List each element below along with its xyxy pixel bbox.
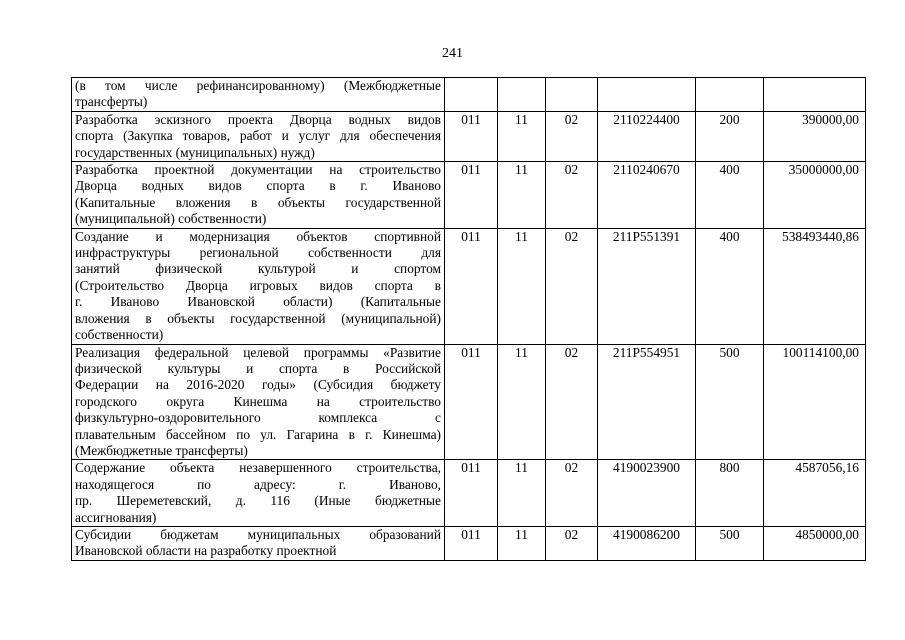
description-line: Федерации на 2016-2020 годы» (Субсидия бюджету	[75, 377, 441, 393]
description-cell	[72, 78, 445, 112]
target-article-cell: 4190023900	[598, 460, 696, 527]
table-row	[72, 162, 866, 229]
description-line: Разработка проектной документации на строительство	[75, 162, 441, 178]
amount-cell: 35000000,00	[764, 162, 866, 229]
section-code-cell: 11	[498, 460, 546, 527]
table-row	[72, 344, 866, 460]
description-line: (Межбюджетные трансферты)	[75, 442, 248, 458]
description-line: пр. Шереметевский, д. 116 (Иные бюджетные	[75, 493, 441, 509]
description-line: находящегося по адресу: г. Иваново,	[75, 476, 441, 492]
section-code-cell	[498, 78, 546, 112]
table-row	[72, 228, 866, 344]
table-row	[72, 460, 866, 527]
description-line: Разработка эскизного проекта Дворца водных видов	[75, 111, 441, 127]
subsection-code-cell: 02	[546, 111, 598, 161]
description-line: инфраструктуры региональной собственности для	[75, 245, 441, 261]
description-line: (муниципальной) собственности)	[75, 211, 267, 227]
description-cell	[72, 526, 445, 560]
ministry-code-cell: 011	[445, 460, 498, 527]
description-line: занятий физической культурой и спортом	[75, 261, 441, 277]
subsection-code-cell: 02	[546, 228, 598, 344]
section-code-cell: 11	[498, 526, 546, 560]
description-line: вложения в объекты государственной (муниципальной)	[75, 310, 441, 326]
description-line: спорта (Закупка товаров, работ и услуг для обеспечения	[75, 128, 441, 144]
description-line: трансферты)	[75, 94, 148, 110]
ministry-code-cell: 011	[445, 162, 498, 229]
subsection-code-cell: 02	[546, 162, 598, 229]
amount-cell: 4587056,16	[764, 460, 866, 527]
expense-type-cell: 400	[696, 162, 764, 229]
description-cell	[72, 162, 445, 229]
description-line: (Капитальные вложения в объекты государственной	[75, 194, 441, 210]
description-line: ассигнования)	[75, 509, 157, 525]
budget-table	[71, 77, 866, 561]
section-code-cell: 11	[498, 111, 546, 161]
subsection-code-cell: 02	[546, 344, 598, 460]
description-line: (в том числе рефинансированному) (Межбюджетные	[75, 78, 441, 93]
target-article-cell	[598, 78, 696, 112]
target-article-cell: 2110240670	[598, 162, 696, 229]
expense-type-cell: 200	[696, 111, 764, 161]
description-cell	[72, 344, 445, 460]
expense-type-cell: 800	[696, 460, 764, 527]
description-cell	[72, 460, 445, 527]
expense-type-cell: 500	[696, 344, 764, 460]
description-line: (Строительство Дворца игровых видов спорта в	[75, 277, 441, 293]
ministry-code-cell	[445, 78, 498, 112]
section-code-cell: 11	[498, 228, 546, 344]
description-line: плавательным бассейном по ул. Гагарина в г. Кинешма)	[75, 426, 441, 442]
amount-cell: 390000,00	[764, 111, 866, 161]
subsection-code-cell: 02	[546, 460, 598, 527]
target-article-cell: 4190086200	[598, 526, 696, 560]
ministry-code-cell: 011	[445, 344, 498, 460]
description-line: г. Иваново Ивановской области) (Капитальные	[75, 294, 441, 310]
amount-cell: 100114100,00	[764, 344, 866, 460]
amount-cell: 538493440,86	[764, 228, 866, 344]
ministry-code-cell: 011	[445, 526, 498, 560]
description-line: Ивановской области на разработку проектной	[75, 543, 337, 559]
expense-type-cell: 500	[696, 526, 764, 560]
target-article-cell: 211P554951	[598, 344, 696, 460]
table-row	[72, 111, 866, 161]
table-row	[72, 78, 866, 112]
expense-type-cell	[696, 78, 764, 112]
target-article-cell: 2110224400	[598, 111, 696, 161]
expense-type-cell: 400	[696, 228, 764, 344]
ministry-code-cell: 011	[445, 111, 498, 161]
page-number: 241	[442, 46, 463, 61]
amount-cell: 4850000,00	[764, 526, 866, 560]
description-line: Субсидии бюджетам муниципальных образований	[75, 526, 441, 542]
description-line: Содержание объекта незавершенного строительства,	[75, 460, 441, 476]
subsection-code-cell: 02	[546, 526, 598, 560]
target-article-cell: 211P551391	[598, 228, 696, 344]
description-line: Создание и модернизация объектов спортивной	[75, 228, 441, 244]
amount-cell	[764, 78, 866, 112]
description-line: физической культуры и спорта в Российской	[75, 360, 441, 376]
description-line: государственных (муниципальных) нужд)	[75, 144, 315, 160]
subsection-code-cell	[546, 78, 598, 112]
description-line: Дворца водных видов спорта в г. Иваново	[75, 178, 441, 194]
description-line: физкультурно-оздоровительного комплекса с	[75, 410, 441, 426]
description-cell	[72, 228, 445, 344]
description-line: Реализация федеральной целевой программы «Развитие	[75, 344, 441, 360]
description-line: собственности)	[75, 327, 164, 343]
table-row	[72, 526, 866, 560]
description-cell	[72, 111, 445, 161]
section-code-cell: 11	[498, 344, 546, 460]
section-code-cell: 11	[498, 162, 546, 229]
description-line: городского округа Кинешма на строительство	[75, 393, 441, 409]
ministry-code-cell: 011	[445, 228, 498, 344]
